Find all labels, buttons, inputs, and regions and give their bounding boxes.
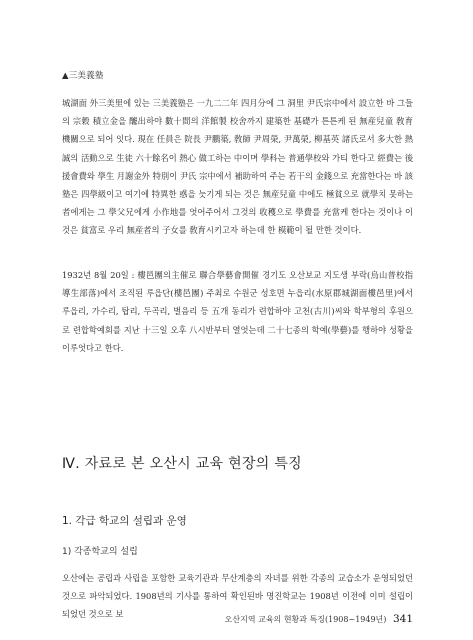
small-heading: ▲三美義塾 [62,71,104,81]
page-number: 341 [392,613,413,625]
paragraph-samei-school: 城湖面 外三美里에 있는 三美義塾은 一九二二年 四月分에 그 洞里 尹氏宗中에서 設立한 바 그들의 宗穀 積立金을 醵出하야 數十間의 洋館製 校舍까지 建築한 基礎가 튼튼케 된 無産兒童 敎育機關으로 되어 잇다. 現在 任員은 院長 尹鵬築, 敎師 尹周榮, 尹萬榮, 柳基英 諸氏로서 多大한 熱誠의 活動으로 生徒 六十餘名이 熱心 做工하는 中이며 學科는 普通學校와 가티 한다고 經費는 後援會費와 學生 月謝金外 特別이 尹氏 宗中에서 補助하여 주는 若干의 金錢으로 充當한다는 바 該塾은 四學級이고 여기에 特異한 惑을 늣기게 되는 것은 無産兒童 中에도 極貧으로 就學치 못하는 者에게는 그 學父兄에게 小作地를 엇어주어서 그것의 收穫으로 學費를 充當케 한다는 것이나 이것은 貧富로 우리 無産者의 子女를 敎育시키고자 하는데 한 模範이 될 만한 것이다. [62,98,413,236]
chapter-title: Ⅳ. 자료로 본 오산시 교육 현장의 특징 [62,456,303,472]
paragraph-osan-schools: 오산에는 공립과 사립을 포함한 교육기관과 무산계층의 자녀를 위한 각종의 교습소가 운영되었던 것으로 파악되었다. 1908년의 기사를 통하여 확인된바 명진학교는 1908년 이전에 이미 설립이 되었던 것으로 보 [62,573,413,620]
page-footer [225,613,413,625]
section-title: 1. 각급 학교의 설립과 운영 [62,515,187,527]
subsection-title: 1) 각종학교의 설립 [62,547,138,557]
paragraph-1932-record: 1932년 8월 20일 : 樓邑團의主催로 聯合學藝會開催 경기도 오산보교 지도생 부락(烏山普校指導生部落)에서 조직된 루읍단(樓邑團) 주최로 수원군 성호면 누읍리(水原郡城湖面樓邑里)에서 루읍리, 가수리, 탑리, 두곡리, 벌음리 등 五개 동리가 련합하야 고천(古川)씨와 학부형의 후원으로 련합학예회를 지난 十三일 오후 八시반부터 열엇는데 二十七종의 학예(學藝)를 행하야 성황을 이루엇다고 한다. [62,270,413,353]
running-title: 오산지역 교육의 현황과 특징(1908~1949년) [224,615,387,624]
